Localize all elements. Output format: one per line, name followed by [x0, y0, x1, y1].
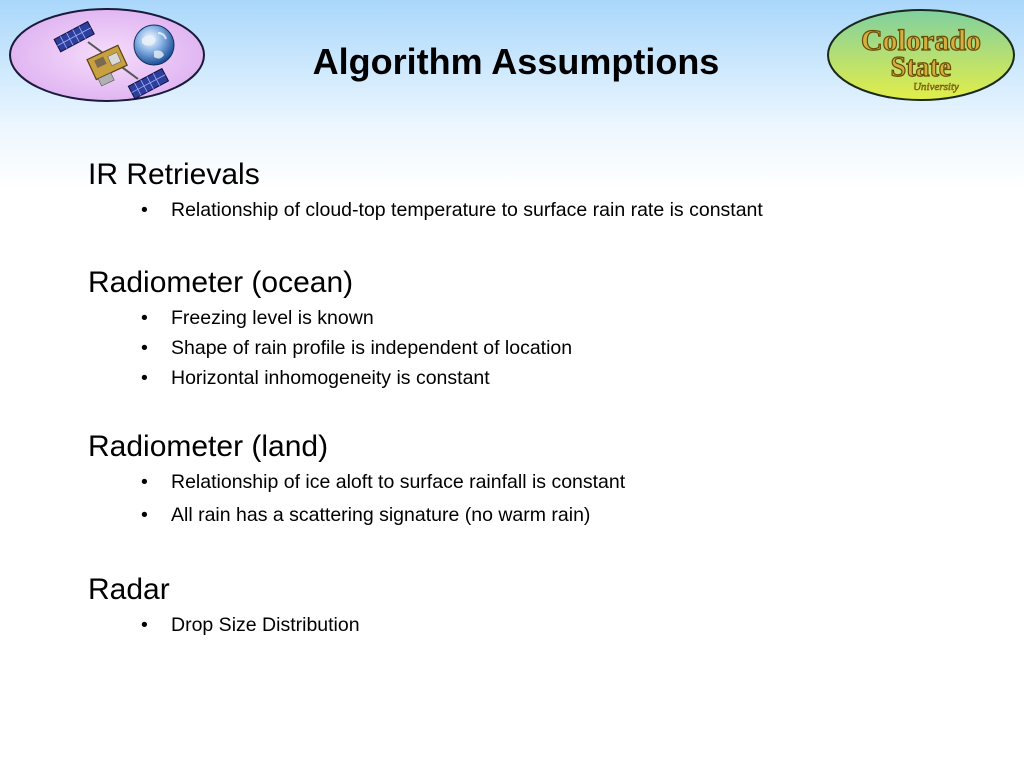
- logo-text-colorado: Colorado: [861, 24, 981, 57]
- colorado-state-university-logo: [826, 8, 1016, 102]
- bullet-text: Relationship of cloud-top temperature to surface rain rate is constant: [171, 199, 763, 221]
- bullet-icon: •: [141, 199, 148, 221]
- section-radar: [88, 570, 360, 640]
- list-item: [88, 195, 763, 225]
- bullet-text: Freezing level is known: [171, 307, 374, 329]
- bullet-text: Shape of rain profile is independent of location: [171, 337, 573, 359]
- bullet-icon: •: [141, 471, 148, 493]
- section-ir-retrievals: [88, 155, 763, 225]
- logo-text-state: State: [890, 52, 952, 83]
- list-item: [88, 303, 572, 333]
- section-heading: IR Retrievals: [88, 158, 260, 191]
- list-item: [88, 497, 625, 533]
- section-heading: Radiometer (land): [88, 430, 329, 463]
- section-heading: Radiometer (ocean): [88, 266, 354, 299]
- bullet-icon: •: [141, 504, 148, 526]
- logo-text-university: University: [913, 81, 959, 93]
- bullet-text: Horizontal inhomogeneity is constant: [171, 367, 490, 389]
- bullet-list: [88, 610, 360, 640]
- section-radiometer-ocean: [88, 263, 572, 393]
- list-item: [88, 467, 625, 497]
- list-item: [88, 363, 572, 393]
- list-item: [88, 610, 360, 640]
- bullet-icon: •: [141, 337, 148, 359]
- list-item: [88, 333, 572, 363]
- bullet-list: [88, 303, 572, 393]
- section-radiometer-land: [88, 427, 625, 533]
- section-heading: Radar: [88, 573, 170, 606]
- bullet-list: [88, 467, 625, 533]
- bullet-text: Drop Size Distribution: [171, 614, 360, 636]
- bullet-list: [88, 195, 763, 225]
- bullet-icon: •: [141, 367, 148, 389]
- bullet-icon: •: [141, 307, 148, 329]
- bullet-text: All rain has a scattering signature (no warm rain): [171, 504, 591, 526]
- bullet-text: Relationship of ice aloft to surface rainfall is constant: [171, 471, 626, 493]
- bullet-icon: •: [141, 614, 148, 636]
- page-title: Algorithm Assumptions: [312, 41, 720, 82]
